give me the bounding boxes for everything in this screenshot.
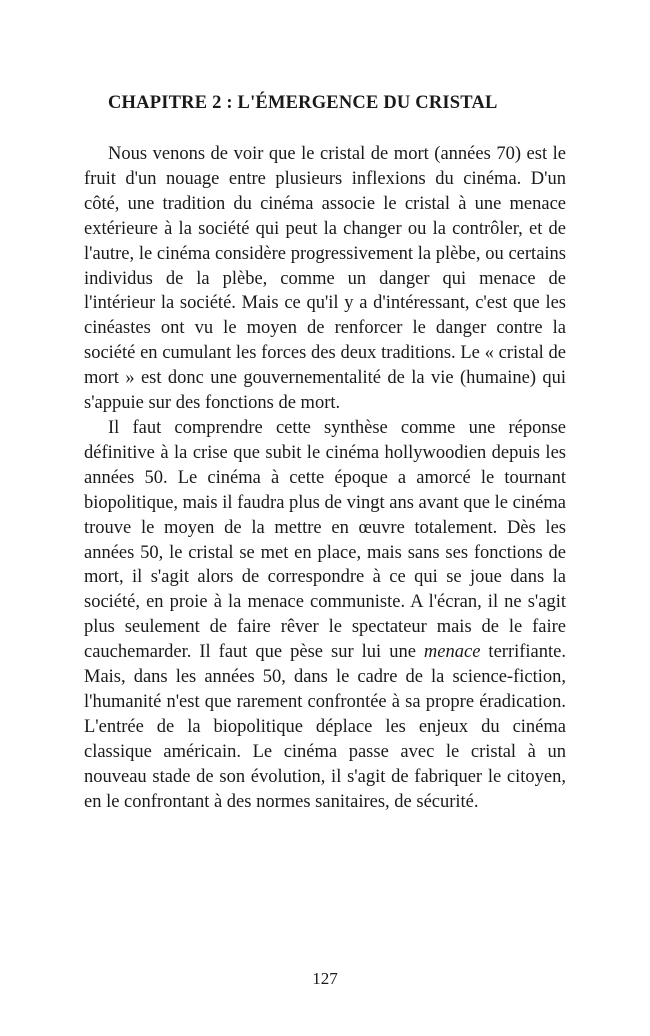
paragraph-2-text-before: Il faut comprendre cette synthèse comme une réponse définitive à la crise que subit le cinéma hollywoodien depuis les années 50. Le cinéma à cette époque a amorcé le tournant biopolitique, mais il faudra plus de vingt ans avant que le cinéma trouve le moyen de la mettre en œuvre totalement. Dès les années 50, le cristal se met en place, mais sans ses fonctions de mort, il s'agit alors de correspondre à ce qui se joue dans la société, en proie à la menace communiste. A l'écran, il ne s'agit plus seulement de faire rêver le spectateur mais de le faire cauchemarder. Il faut que pèse sur lui une [84, 417, 566, 663]
paragraph-1: Nous venons de voir que le cristal de mort (années 70) est le fruit d'un nouage entre plusieurs inflexions du cinéma. D'un côté, une tradition du cinéma associe le cristal à une menace extérieure à la société qui peut la changer ou la contrôler, et de l'autre, le cinéma considère progressivement la plèbe, ou certains individus de la plèbe, comme un danger qui menace de l'intérieur la société. Mais ce qu'il y a d'intéressant, c'est que les cinéastes ont vu le moyen de renforcer le danger contre la société en cumulant les forces des deux traditions. Le « cristal de mort » est donc une gouvernementalité de la vie (humaine) qui s'appuie sur des fonctions de mort. [84, 144, 566, 414]
emphasized-word: menace [423, 642, 481, 663]
book-page [84, 0, 566, 1036]
paragraph-2 [84, 416, 566, 815]
page-number: 127 [312, 969, 338, 988]
chapter-body [84, 142, 566, 814]
chapter-title: CHAPITRE 2 : L'ÉMERGENCE DU CRISTAL [108, 93, 498, 113]
paragraph-2-text-after: terrifiante. Mais, dans les années 50, dans le cadre de la science-fiction, l'humanité n'est que rarement confrontée à sa propre éradication. L'entrée de la biopolitique déplace les enjeux du cinéma classique américain. Le cinéma passe avec le cristal à un nouveau stade de son évolution, il s'agit de fabriquer le citoyen, en le confrontant à des normes sanitaires, de sécurité. [84, 642, 566, 812]
